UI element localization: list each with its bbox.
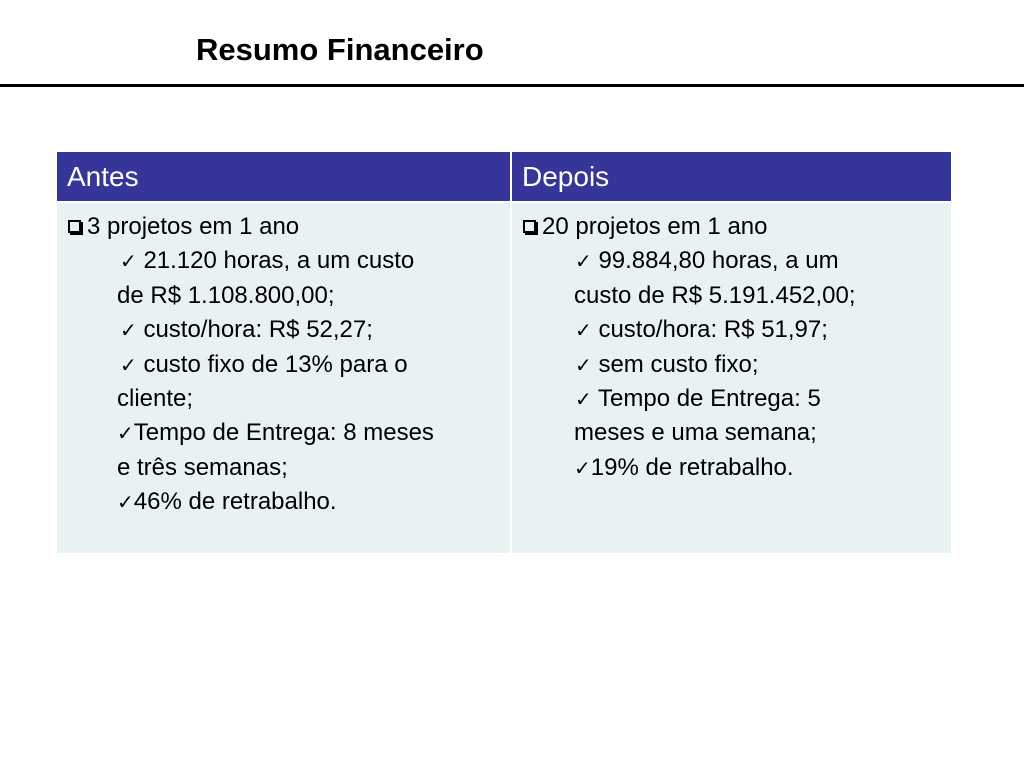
column-depois [512,152,951,553]
check-text-cont: e três semanas; [117,453,288,481]
column-antes [57,152,510,553]
check-item-antes-5 [57,485,510,519]
comparison-table [57,152,951,553]
title-divider [0,84,1024,87]
header-depois: Depois [512,152,951,201]
check-text: 46% de retrabalho. [133,488,337,516]
body-depois [512,203,951,553]
check-item-depois-1 [512,244,951,278]
check-item-antes-4-cont [57,451,510,485]
checkmark-icon: ✓ [574,455,591,480]
content-depois [512,203,951,485]
check-item-antes-1-cont [57,279,510,313]
check-item-depois-4-cont [512,416,951,450]
check-text: custo/hora: R$ 51,97; [598,316,828,344]
check-item-antes-3 [57,348,510,382]
square-box-icon [523,220,536,233]
main-text-antes: 3 projetos em 1 ano [87,213,300,240]
check-text-cont: de R$ 1.108.800,00; [117,281,335,309]
checkmark-icon: ✓ [575,387,592,412]
checkmark-icon: ✓ [575,249,592,274]
square-box-icon [68,220,81,233]
checkmark-icon: ✓ [575,318,592,343]
check-item-depois-3 [512,348,951,382]
check-text: sem custo fixo; [598,350,759,378]
main-bullet-depois [512,210,951,244]
check-item-depois-2 [512,313,951,347]
check-text: 19% de retrabalho. [590,453,794,481]
check-text: custo fixo de 13% para o [143,350,408,378]
checkmark-icon: ✓ [120,352,137,377]
content-antes [57,203,510,520]
check-text: Tempo de Entrega: 8 meses [133,419,434,447]
check-text-cont: cliente; [117,385,194,413]
check-item-antes-2 [57,313,510,347]
check-item-antes-1 [57,244,510,278]
body-antes [57,203,510,553]
check-item-depois-1-cont [512,279,951,313]
main-text-depois: 20 projetos em 1 ano [542,213,768,240]
checkmark-icon: ✓ [120,249,137,274]
check-text: 21.120 horas, a um custo [143,247,415,275]
header-antes: Antes [57,152,510,201]
check-item-depois-4 [512,382,951,416]
check-text: 99.884,80 horas, a um [598,247,839,275]
checkmark-icon: ✓ [117,421,134,446]
check-text: custo/hora: R$ 52,27; [143,316,373,344]
main-bullet-antes [57,210,510,244]
check-item-antes-3-cont [57,382,510,416]
check-item-antes-4 [57,416,510,450]
check-text-cont: custo de R$ 5.191.452,00; [574,281,856,309]
checkmark-icon: ✓ [120,318,137,343]
slide-title: Resumo Financeiro [196,32,484,67]
checkmark-icon: ✓ [117,490,134,515]
check-text: Tempo de Entrega: 5 [598,385,821,413]
check-text-cont: meses e uma semana; [574,419,817,447]
checkmark-icon: ✓ [575,352,592,377]
check-item-depois-5 [512,451,951,485]
